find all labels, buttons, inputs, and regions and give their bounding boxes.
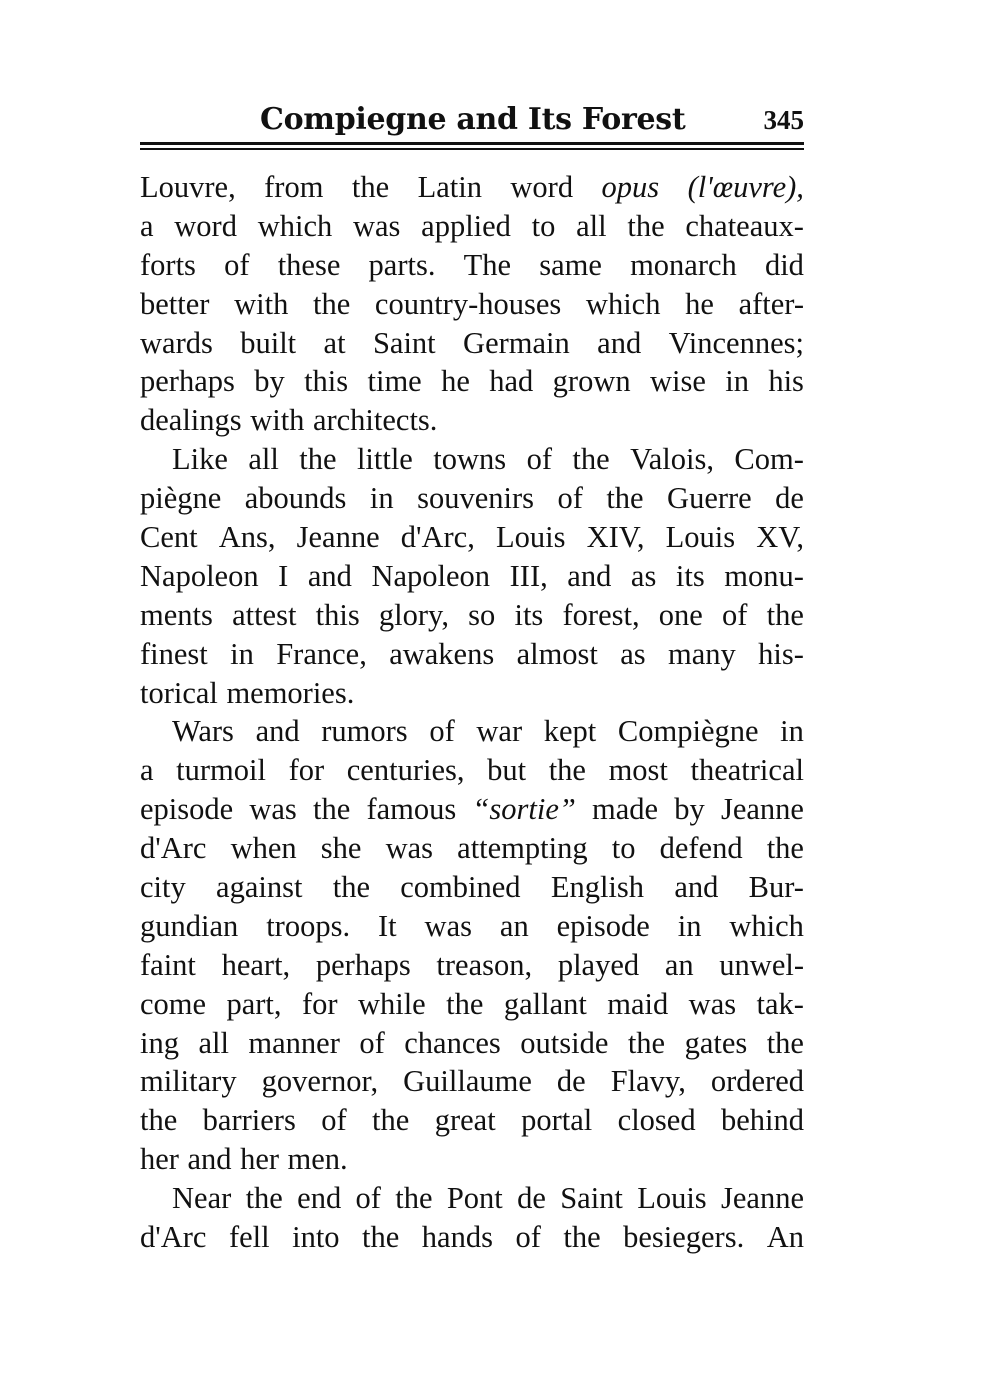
word: memories. [226, 675, 355, 710]
word: rumors [321, 714, 408, 749]
word: Flavy, [610, 1064, 686, 1099]
word: a [140, 753, 154, 788]
word: a [140, 208, 154, 243]
word: perhaps [315, 947, 411, 982]
word: by [674, 792, 705, 827]
word: an [664, 947, 694, 982]
word: ments [140, 597, 213, 632]
word: Napoleon [140, 558, 259, 593]
word: Pont [446, 1181, 503, 1216]
word: forest, [562, 597, 640, 632]
word: the [312, 286, 351, 321]
word: come [140, 986, 207, 1021]
word: hands [421, 1220, 493, 1255]
word: wise [649, 364, 706, 399]
word: troops. [266, 908, 351, 943]
word: gates [684, 1025, 748, 1060]
word: the [362, 1220, 400, 1255]
word: It [377, 908, 397, 943]
text-line [140, 285, 804, 324]
text-line [140, 751, 804, 790]
word: Guillaume [403, 1064, 532, 1099]
paragraph [140, 168, 804, 440]
word: time [367, 364, 422, 399]
word: was [352, 208, 401, 243]
word: opus [601, 170, 660, 204]
paragraph [140, 712, 804, 1179]
word: Jeanne [721, 1181, 804, 1216]
word: grown [552, 364, 631, 399]
text-line [140, 1101, 804, 1140]
word: and [307, 558, 352, 593]
paragraph [140, 440, 804, 712]
word: III, [509, 558, 548, 593]
word: monarch [630, 247, 737, 282]
word: was [249, 792, 297, 827]
word: episode [556, 908, 650, 943]
text-line [140, 1024, 804, 1063]
word: Louis [665, 520, 736, 555]
word: while [357, 986, 426, 1021]
word: d'Arc [140, 1220, 207, 1255]
word: “sortie” [472, 792, 576, 827]
word: Cent [140, 520, 198, 555]
word: as [630, 558, 657, 593]
word: did [764, 247, 804, 282]
word: the [766, 1025, 804, 1060]
word: portal [521, 1103, 593, 1138]
text-line [140, 207, 804, 246]
word: famous [366, 792, 457, 827]
word: this [315, 597, 360, 632]
word: unwel- [719, 947, 804, 982]
word: at [323, 325, 346, 360]
word: the [548, 753, 586, 788]
word: forts [140, 247, 196, 282]
word: outside [520, 1025, 609, 1060]
word: chances [404, 1025, 501, 1060]
word: she [320, 831, 362, 866]
word: manner [248, 1025, 340, 1060]
running-title: Compiegne and Its Forest [260, 102, 686, 137]
word: which [729, 908, 804, 943]
word: great [434, 1103, 496, 1138]
word: applied [421, 208, 511, 243]
word: and [674, 870, 719, 905]
word: in [677, 908, 702, 943]
word: Saint [372, 325, 436, 360]
word: these [277, 247, 341, 282]
word: perhaps [140, 364, 235, 399]
word: for [288, 753, 325, 788]
word: torical [140, 675, 218, 710]
word: behind [720, 1103, 804, 1138]
word: of [359, 1025, 385, 1060]
word: the [140, 1103, 178, 1138]
word: Jeanne [296, 520, 380, 555]
word: XIV, [586, 520, 645, 555]
text-line [140, 401, 804, 440]
word: word [510, 170, 574, 204]
word: the [766, 831, 804, 866]
word: treason, [436, 947, 533, 982]
body-text [140, 168, 804, 1257]
word: country-houses [374, 286, 562, 321]
word: faint [140, 947, 196, 982]
word: architects. [312, 403, 438, 438]
word: France, [276, 636, 367, 671]
word: gallant [503, 986, 587, 1021]
word: The [463, 247, 512, 282]
word: Louvre, [140, 170, 236, 204]
word: in [725, 364, 749, 399]
text-line [140, 674, 804, 713]
word: the [395, 1181, 433, 1216]
word: better [140, 286, 210, 321]
word: chateaux- [685, 208, 804, 243]
text-line [140, 518, 804, 557]
word: made [592, 792, 659, 827]
word: Ans, [218, 520, 276, 555]
word: by [254, 364, 285, 399]
word: attempting [457, 831, 588, 866]
text-line [140, 246, 804, 285]
word: to [611, 831, 636, 866]
word: the [299, 442, 337, 477]
text-line [140, 440, 804, 479]
word: tak- [756, 986, 804, 1021]
page-number: 345 [763, 105, 804, 135]
text-line [140, 479, 804, 518]
text-line [140, 1218, 804, 1257]
word: Like [172, 442, 228, 477]
text-line [140, 712, 804, 751]
word: of [321, 1103, 347, 1138]
word: d'Arc, [400, 520, 475, 555]
word: Wars [172, 714, 234, 749]
word: same [539, 247, 602, 282]
word: Napoleon [371, 558, 491, 593]
word: played [557, 947, 640, 982]
word: Valois, [630, 442, 714, 477]
text-line [140, 868, 804, 907]
word: his [768, 364, 804, 399]
word: de [517, 1181, 546, 1216]
word: which [585, 286, 661, 321]
word: almost [516, 636, 598, 671]
word: built [240, 325, 297, 360]
word: of [429, 714, 455, 749]
word: as [620, 636, 646, 671]
word: towns [433, 442, 507, 477]
word: Com- [734, 442, 804, 477]
word: the [332, 870, 370, 905]
word: an [499, 908, 529, 943]
word: was [385, 831, 434, 866]
word: English [550, 870, 645, 905]
header-rule-bottom [140, 148, 804, 150]
word: barriers [202, 1103, 296, 1138]
text-line [140, 168, 804, 207]
word: was [688, 986, 737, 1021]
word: I [278, 558, 289, 593]
word: part, [226, 986, 282, 1021]
word: men. [287, 1142, 348, 1177]
word: centuries, [346, 753, 465, 788]
word: her [140, 1142, 179, 1177]
word: in [780, 714, 804, 749]
word: attest [232, 597, 297, 632]
word: with [234, 286, 289, 321]
word: end [297, 1181, 342, 1216]
word: her [240, 1142, 280, 1177]
word: war [476, 714, 523, 749]
word: gundian [140, 908, 239, 943]
word: awakens [389, 636, 495, 671]
word: from [264, 170, 324, 204]
text-line [140, 907, 804, 946]
word: ing [140, 1025, 179, 1060]
word: he [685, 286, 714, 321]
word: all [576, 208, 607, 243]
word: all [198, 1025, 229, 1060]
word: the [766, 597, 804, 632]
word: Compiègne [617, 714, 759, 749]
word: with [250, 403, 305, 438]
text-line [140, 790, 804, 829]
header-rule-top [140, 142, 804, 145]
word: d'Arc [140, 831, 207, 866]
text-line [140, 596, 804, 635]
word: kept [543, 714, 597, 749]
word: episode [140, 792, 234, 827]
word: the [572, 442, 610, 477]
word: (l'œuvre), [687, 170, 804, 204]
word: piègne [140, 481, 222, 516]
text-line [140, 362, 804, 401]
word: so [468, 597, 496, 632]
word: turmoil [176, 753, 266, 788]
word: the [563, 1220, 601, 1255]
word: parts. [368, 247, 436, 282]
word: had [489, 364, 534, 399]
word: maid [607, 986, 669, 1021]
word: in [369, 481, 394, 516]
word: and [255, 714, 300, 749]
text-line [140, 635, 804, 674]
word: theatrical [690, 753, 804, 788]
word: glory, [378, 597, 449, 632]
word: all [248, 442, 279, 477]
word: of [526, 442, 552, 477]
word: for [301, 986, 338, 1021]
word: besiegers. [623, 1220, 745, 1255]
word: Louis [637, 1181, 707, 1216]
word: the [606, 481, 644, 516]
word: but [487, 753, 527, 788]
word: Saint [560, 1181, 623, 1216]
word: defend [659, 831, 743, 866]
text-line [140, 946, 804, 985]
word: the [245, 1181, 283, 1216]
word: the [351, 170, 390, 204]
word: against [216, 870, 303, 905]
word: Bur- [748, 870, 804, 905]
word: dealings [140, 403, 242, 438]
word: of [515, 1220, 541, 1255]
word: military [140, 1064, 237, 1099]
word: heart, [221, 947, 291, 982]
word: finest [140, 636, 208, 671]
running-head [140, 98, 804, 142]
word: combined [400, 870, 521, 905]
word: city [140, 870, 186, 905]
word: its [514, 597, 544, 632]
word: many [668, 636, 736, 671]
word: the [627, 208, 665, 243]
word: little [356, 442, 413, 477]
word: fell [228, 1220, 270, 1255]
word: the [312, 792, 351, 827]
word: this [304, 364, 349, 399]
text-line [140, 1140, 804, 1179]
text-line [140, 1179, 804, 1218]
paragraph [140, 1179, 804, 1257]
word: after- [738, 286, 804, 321]
word: of [557, 481, 583, 516]
word: abounds [244, 481, 347, 516]
word: the [372, 1103, 410, 1138]
word: Guerre [667, 481, 752, 516]
text-line [140, 1062, 804, 1101]
word: word [174, 208, 237, 243]
word: wards [140, 325, 213, 360]
word: when [230, 831, 297, 866]
word: most [608, 753, 668, 788]
word: was [424, 908, 472, 943]
word: XV, [756, 520, 804, 555]
word: Louis [495, 520, 566, 555]
word: of [355, 1181, 381, 1216]
word: which [257, 208, 333, 243]
word: in [230, 636, 254, 671]
word: Germain [463, 325, 570, 360]
word: de [556, 1064, 586, 1099]
text-line [140, 829, 804, 868]
word: one [658, 597, 703, 632]
word: its [675, 558, 705, 593]
word: Latin [417, 170, 482, 204]
word: Vincennes; [668, 325, 804, 360]
word: his- [758, 636, 804, 671]
word: the [627, 1025, 666, 1060]
word: monu- [724, 558, 804, 593]
word: of [722, 597, 748, 632]
word: An [766, 1220, 804, 1255]
text-line [140, 324, 804, 363]
word: governor, [261, 1064, 379, 1099]
word: and [567, 558, 612, 593]
text-line [140, 985, 804, 1024]
word: and [187, 1142, 232, 1177]
word: and [597, 325, 642, 360]
word: the [446, 986, 484, 1021]
word: he [441, 364, 470, 399]
word: ordered [710, 1064, 804, 1099]
text-line [140, 557, 804, 596]
word: Near [172, 1181, 232, 1216]
word: Jeanne [720, 792, 804, 827]
word: souvenirs [417, 481, 534, 516]
word: into [292, 1220, 340, 1255]
word: of [224, 247, 250, 282]
word: to [531, 208, 556, 243]
word: closed [617, 1103, 696, 1138]
word: de [775, 481, 804, 516]
